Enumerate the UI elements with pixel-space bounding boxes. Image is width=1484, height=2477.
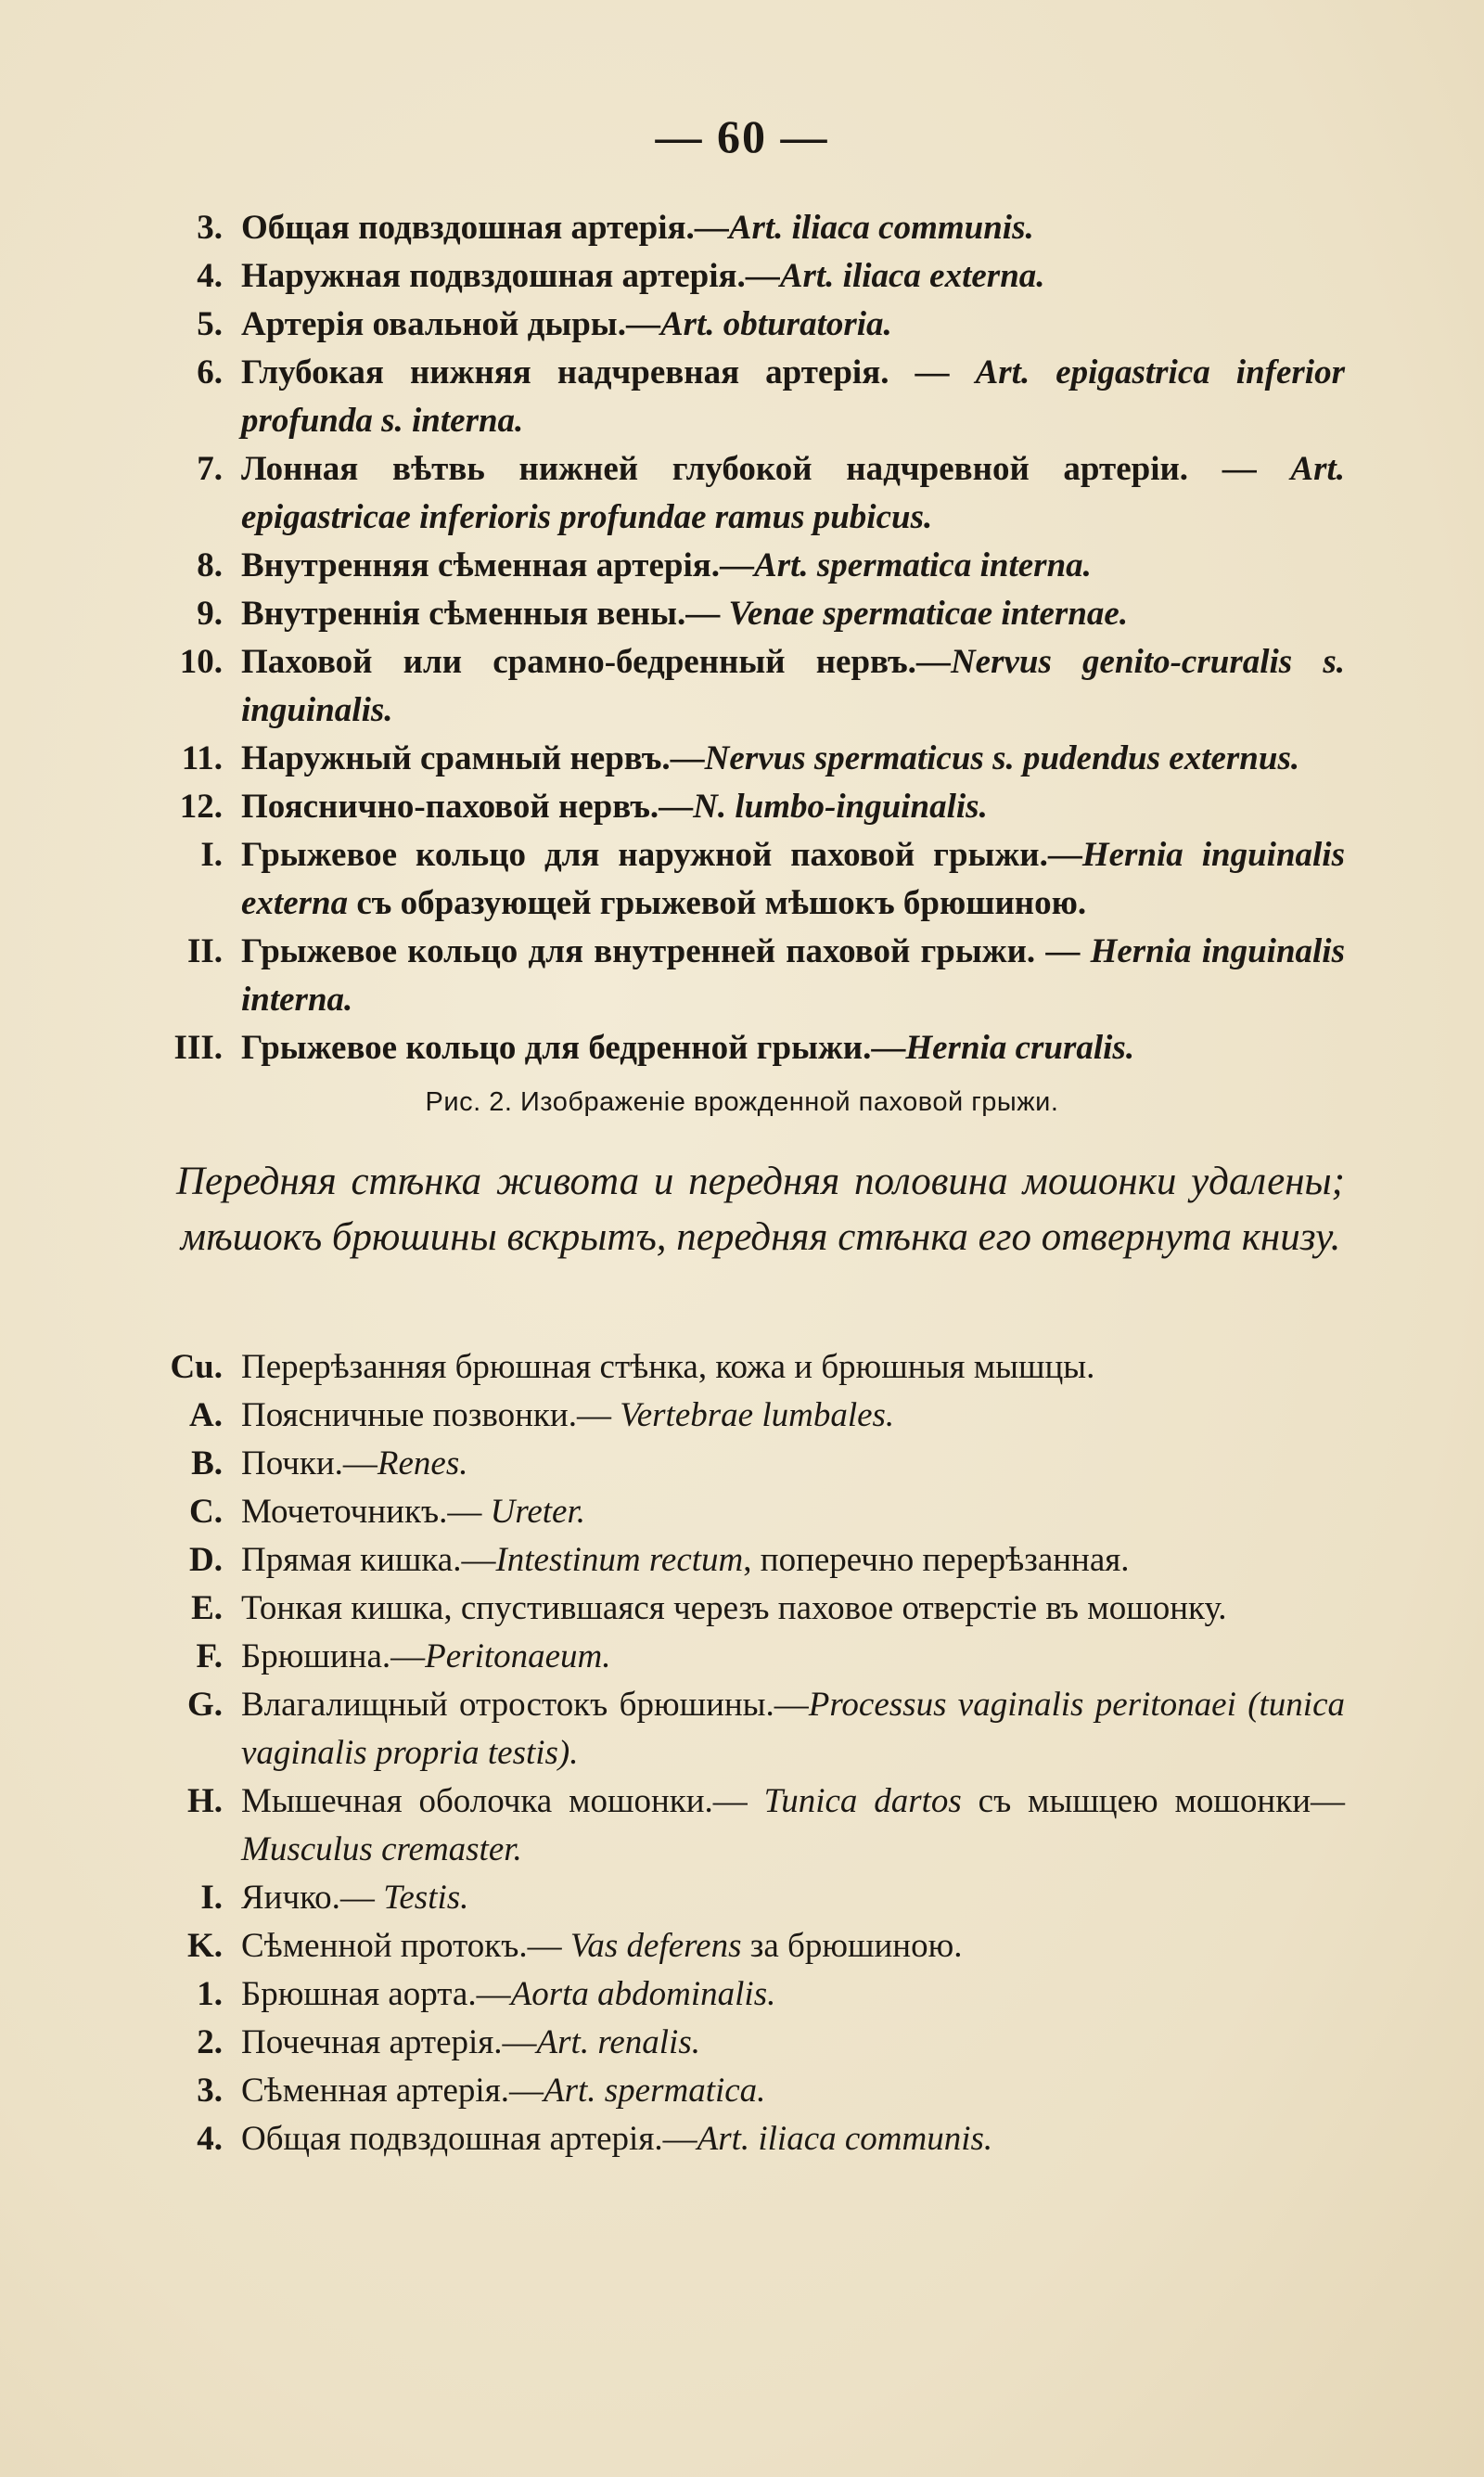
item-russian: Внутренняя сѣменная артерія.— xyxy=(241,546,755,584)
item-latin-2: Musculus cremaster. xyxy=(241,1830,522,1868)
item-number: 4. xyxy=(197,2120,223,2158)
item-russian: Поясничные позвонки.— xyxy=(241,1396,620,1434)
list-item xyxy=(148,590,1345,638)
item-russian: Брюшина.— xyxy=(241,1637,426,1675)
item-latin: Intestinum rectum xyxy=(495,1541,744,1579)
item-russian: Лонная вѣтвь нижней глубокой надчревной артеріи. — xyxy=(241,450,1291,488)
list-item xyxy=(148,349,1345,445)
item-text xyxy=(241,831,1345,928)
item-text xyxy=(241,301,1345,349)
item-latin: Processus vaginalis peritonaei (tunica vaginalis propria testis). xyxy=(241,1686,1345,1772)
item-number: G. xyxy=(186,1686,223,1724)
item-text xyxy=(241,735,1345,783)
item-number: 6. xyxy=(197,353,223,391)
list-item xyxy=(148,1778,1345,1874)
list-item xyxy=(148,1970,1345,2019)
item-russian: Брюшная аорта.— xyxy=(241,1975,511,2013)
item-latin: Testis. xyxy=(383,1879,469,1917)
item-russian: Общая подвздошная артерія.— xyxy=(241,209,729,247)
item-latin: Venae spermaticae internae. xyxy=(728,595,1129,633)
item-russian: Пояснично-паховой нервъ.— xyxy=(241,788,694,826)
item-latin: Art. renalis. xyxy=(536,2023,700,2061)
item-text xyxy=(241,1024,1345,1072)
item-number: I. xyxy=(200,836,223,874)
item-latin: Art. iliaca communis. xyxy=(697,2120,993,2158)
item-russian: Сѣменная артерія.— xyxy=(241,2072,544,2110)
item-russian: Почки.— xyxy=(241,1444,377,1482)
item-latin: Art. epigastricae inferioris profundae ramus pubicus. xyxy=(241,450,1345,536)
item-russian: Яичко.— xyxy=(241,1879,384,1917)
item-russian: Артерія овальной дыры.— xyxy=(241,305,660,343)
list-item xyxy=(148,1585,1345,1633)
item-number: II. xyxy=(186,932,223,970)
item-text xyxy=(241,590,1345,638)
list-item xyxy=(148,638,1345,735)
item-russian: Общая подвздошная артерія.— xyxy=(241,2120,697,2158)
item-latin: N. lumbo-inguinalis. xyxy=(693,788,988,826)
item-latin: Aorta abdominalis. xyxy=(510,1975,776,2013)
item-text xyxy=(241,2019,1345,2067)
list-item xyxy=(148,301,1345,349)
item-russian: Влагалищный отростокъ брюшины.— xyxy=(241,1686,809,1724)
item-text xyxy=(241,1633,1345,1681)
item-latin: Art. spermatica interna. xyxy=(754,546,1092,584)
list-item xyxy=(148,445,1345,542)
item-text xyxy=(241,445,1345,542)
item-text xyxy=(241,2067,1345,2115)
item-russian-tail: съ мышцею мошонки— xyxy=(961,1782,1345,1820)
item-number: 5. xyxy=(197,305,223,343)
item-latin: Art. iliaca communis. xyxy=(728,209,1034,247)
item-russian: Внутреннія сѣменныя вены.— xyxy=(241,595,729,633)
list-item xyxy=(148,1536,1345,1585)
item-text xyxy=(241,1681,1345,1778)
item-number: Cu. xyxy=(170,1348,223,1386)
list-item xyxy=(148,252,1345,301)
item-number: D. xyxy=(189,1541,223,1579)
item-number: C. xyxy=(189,1493,223,1531)
item-latin: Tunica dartos xyxy=(763,1782,962,1820)
item-russian-tail: съ образующей грыжевой мѣшокъ брюшиною. xyxy=(348,884,1087,922)
item-latin: Art. epigastrica inferior profunda s. interna. xyxy=(241,353,1345,440)
item-russian: Грыжевое кольцо для бедренной грыжи.— xyxy=(241,1029,906,1067)
item-latin: Hernia inguinalis interna. xyxy=(241,932,1345,1019)
list-item xyxy=(148,1343,1345,1392)
item-russian: Грыжевое кольцо для наружной паховой грыжи.— xyxy=(241,836,1082,874)
item-text xyxy=(241,349,1345,445)
item-number: E. xyxy=(191,1589,223,1627)
list-item xyxy=(148,2067,1345,2115)
list-item xyxy=(148,783,1345,831)
item-number: 4. xyxy=(197,257,223,295)
figure-subtitle: Передняя стѣнка живота и передняя половина мошонки удалены; мѣшокъ брюшины вскрытъ, передняя стѣнка его отвернута книзу. xyxy=(176,1160,1345,1259)
list-item xyxy=(148,2115,1345,2163)
item-text xyxy=(241,783,1345,831)
item-number: 10. xyxy=(179,643,223,681)
list-item xyxy=(148,928,1345,1024)
item-number: 2. xyxy=(197,2023,223,2061)
item-text xyxy=(241,252,1345,301)
item-russian-tail: , поперечно перерѣзанная. xyxy=(743,1541,1130,1579)
item-number: 11. xyxy=(181,739,223,777)
item-text xyxy=(241,928,1345,1024)
item-russian: Грыжевое кольцо для внутренней паховой грыжи. — xyxy=(241,932,1091,970)
item-latin: Renes. xyxy=(377,1444,468,1482)
item-russian: Мочеточникъ.— xyxy=(241,1493,491,1531)
item-number: K. xyxy=(186,1927,223,1965)
item-russian-tail: за брюшиною. xyxy=(741,1927,963,1965)
list-item xyxy=(148,1488,1345,1536)
item-latin: Hernia cruralis. xyxy=(905,1029,1135,1067)
item-text xyxy=(241,1440,1345,1488)
item-latin: Vertebrae lumbales. xyxy=(620,1396,895,1434)
item-number: 7. xyxy=(197,450,223,488)
list-item xyxy=(148,1392,1345,1440)
item-text xyxy=(241,1343,1345,1392)
item-number: III. xyxy=(173,1029,223,1067)
list-item xyxy=(148,542,1345,590)
list-item xyxy=(148,1024,1345,1072)
item-number: A. xyxy=(189,1396,223,1434)
item-number: I. xyxy=(200,1879,223,1917)
item-number: H. xyxy=(186,1782,223,1820)
item-russian: Мышечная оболочка мошонки.— xyxy=(241,1782,764,1820)
list-item xyxy=(148,204,1345,252)
item-text xyxy=(241,1778,1345,1874)
item-text xyxy=(241,1585,1345,1633)
item-russian: Почечная артерія.— xyxy=(241,2023,537,2061)
list-item xyxy=(148,831,1345,928)
item-text xyxy=(241,1922,1345,1970)
list-item xyxy=(148,735,1345,783)
list-item xyxy=(148,1681,1345,1778)
item-russian: Прямая кишка.— xyxy=(241,1541,496,1579)
item-number: F. xyxy=(196,1637,223,1675)
item-latin: Nervus spermaticus s. pudendus externus. xyxy=(704,739,1300,777)
item-russian: Наружный срамный нервъ.— xyxy=(241,739,705,777)
item-latin: Art. obturatoria. xyxy=(659,305,892,343)
item-text xyxy=(241,204,1345,252)
item-text xyxy=(241,1488,1345,1536)
item-russian: Перерѣзанняя брюшная стѣнка, кожа и брюшныя мышцы. xyxy=(241,1348,1095,1386)
item-latin: Ureter. xyxy=(490,1493,586,1531)
item-latin: Vas deferens xyxy=(569,1927,742,1965)
item-latin: Hernia inguinalis externa xyxy=(241,836,1345,922)
item-text xyxy=(241,1874,1345,1922)
figure-caption: Рис. 2. Изображеніе врожденной паховой грыжи. xyxy=(425,1087,1059,1117)
legend-list xyxy=(148,1343,1345,2163)
list-item xyxy=(148,1922,1345,1970)
item-russian: Глубокая нижняя надчревная артерія. — xyxy=(241,353,976,391)
item-latin: Art. spermatica. xyxy=(543,2072,766,2110)
item-number: 3. xyxy=(197,209,223,247)
item-latin: Nervus genito-cruralis s. inguinalis. xyxy=(241,643,1345,729)
item-number: 8. xyxy=(197,546,223,584)
item-russian: Наружная подвздошная артерія.— xyxy=(241,257,780,295)
item-number: 3. xyxy=(197,2072,223,2110)
item-number: 9. xyxy=(197,595,223,633)
page-number: — 60 — xyxy=(655,110,829,162)
item-latin: Peritonaeum. xyxy=(425,1637,611,1675)
item-text xyxy=(241,638,1345,735)
item-russian: Паховой или срамно-бедренный нервъ.— xyxy=(241,643,951,681)
list-item xyxy=(148,1874,1345,1922)
item-text xyxy=(241,2115,1345,2163)
item-number: B. xyxy=(191,1444,223,1482)
item-number: 1. xyxy=(197,1975,223,2013)
item-russian: Тонкая кишка, спустившаяся черезъ паховое отверстіе въ мошонку. xyxy=(241,1589,1227,1627)
item-text xyxy=(241,1392,1345,1440)
list-item xyxy=(148,1440,1345,1488)
item-text xyxy=(241,1536,1345,1585)
item-russian: Сѣменной протокъ.— xyxy=(241,1927,570,1965)
item-text xyxy=(241,1970,1345,2019)
list-item xyxy=(148,1633,1345,1681)
item-number: 12. xyxy=(179,788,223,826)
list-item xyxy=(148,2019,1345,2067)
item-latin: Art. iliaca externa. xyxy=(779,257,1045,295)
artery-list xyxy=(148,204,1345,1072)
item-text xyxy=(241,542,1345,590)
